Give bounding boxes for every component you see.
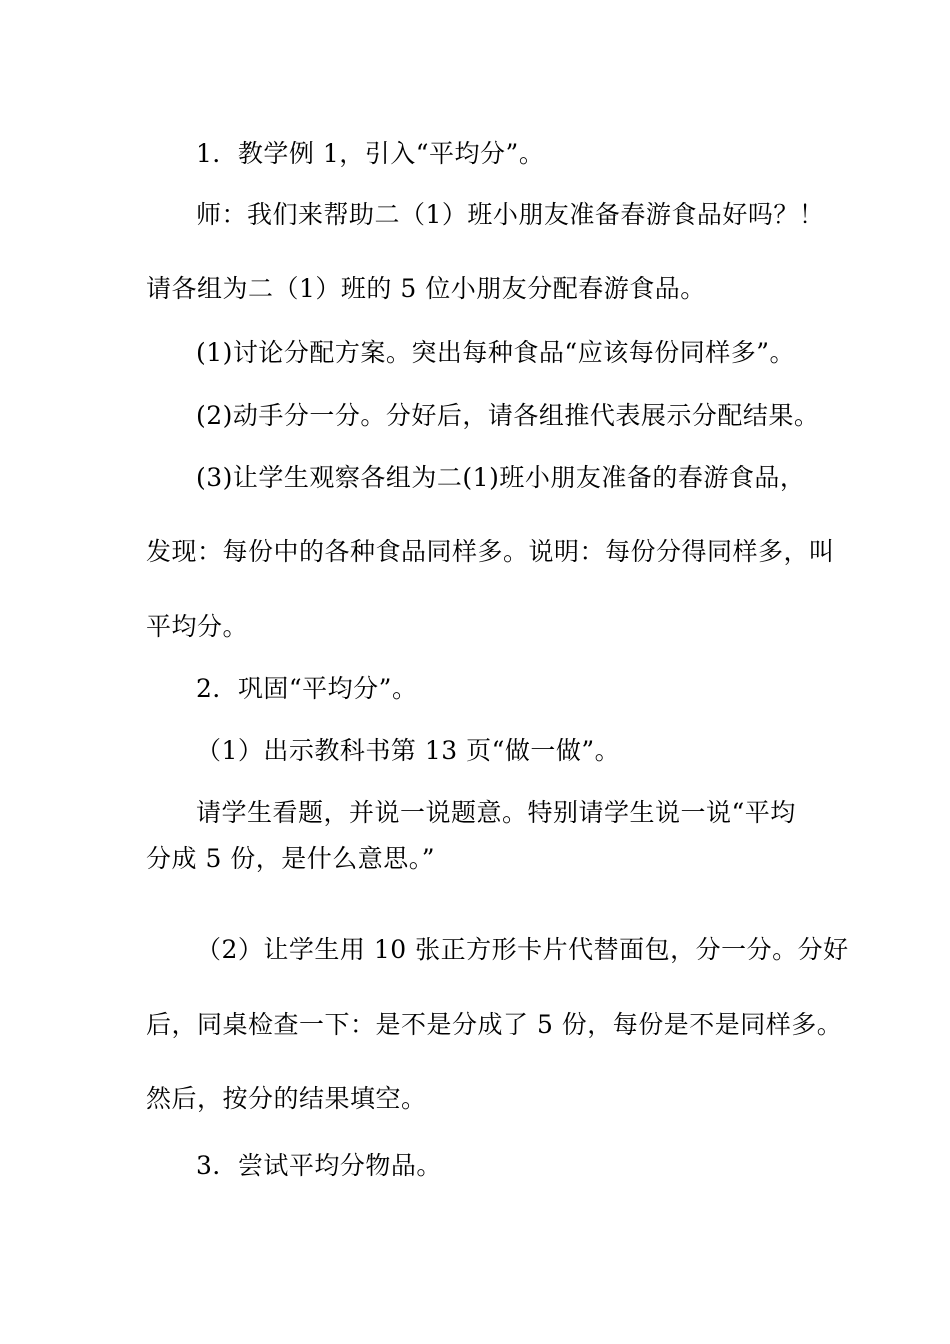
paragraph-line-10: （1）出示教科书第 13 页“做一做”。 xyxy=(196,736,621,765)
paragraph-line-5: (2)动手分一分。分好后，请各组推代表展示分配结果。 xyxy=(196,401,820,430)
section-heading-3: 3．尝试平均分物品。 xyxy=(196,1151,442,1180)
section-heading-2: 2．巩固“平均分”。 xyxy=(196,674,418,703)
paragraph-line-7: 发现：每份中的各种食品同样多。说明：每份分得同样多，叫 xyxy=(146,537,835,566)
paragraph-line-13: （2）让学生用 10 张正方形卡片代替面包，分一分。分好 xyxy=(196,935,849,964)
paragraph-line-2: 师：我们来帮助二（1）班小朋友准备春游食品好吗？！ xyxy=(196,200,825,229)
paragraph-line-1: 1．教学例 1，引入“平均分”。 xyxy=(196,139,545,168)
paragraph-line-14: 后，同桌检查一下：是不是分成了 5 份，每份是不是同样多。 xyxy=(146,1010,843,1039)
paragraph-line-3: 请各组为二（1）班的 5 位小朋友分配春游食品。 xyxy=(146,274,706,303)
paragraph-line-12: 分成 5 份，是什么意思。” xyxy=(146,844,436,873)
paragraph-line-11: 请学生看题，并说一说题意。特别请学生说一说“平均 xyxy=(196,798,796,827)
paragraph-line-15: 然后，按分的结果填空。 xyxy=(146,1084,427,1113)
paragraph-line-6: (3)让学生观察各组为二(1)班小朋友准备的春游食品， xyxy=(196,463,806,492)
paragraph-line-4: (1)讨论分配方案。突出每种食品“应该每份同样多”。 xyxy=(196,338,795,367)
paragraph-line-8: 平均分。 xyxy=(146,612,249,641)
